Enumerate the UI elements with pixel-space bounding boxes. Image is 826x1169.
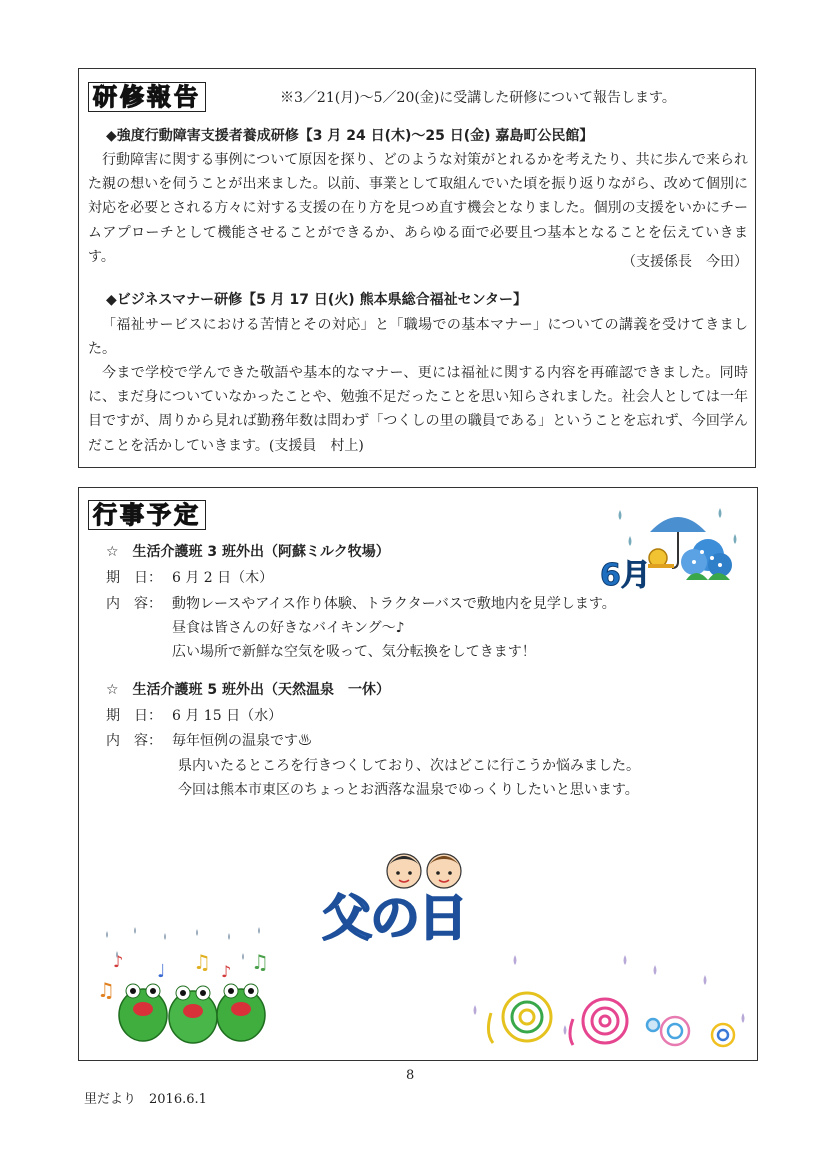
event1-content-label: 内 容： <box>106 596 162 612</box>
training-item2-body2: 今まで学校で学んできた敬語や基本的なマナー、更には福祉に関する内容を再確認できました。同時に、まだ身についていなかったことや、勉強不足だったことを思い知らされました。社会人としては一年目ですが、周りから見れば勤務年数は問わず「つくしの里の職員である」ということを忘れず、今回学んだことを活かしていきます。(支援員 村上) <box>88 365 748 454</box>
event2-date-label: 期 日： <box>106 708 162 724</box>
event2-line1: 毎年恒例の温泉です♨ <box>172 733 312 749</box>
event1-date-label: 期 日： <box>106 570 162 586</box>
svg-text:♫: ♫ <box>193 950 211 974</box>
svg-text:♫: ♫ <box>97 978 115 1002</box>
training-item1-title: ◆強度行動障害支援者養成研修【3 月 24 日(木)～25 日(金) 嘉島町公民館】 <box>106 128 594 144</box>
training-item1-signature: （支援係長 今田） <box>622 254 748 270</box>
svg-text:♪: ♪ <box>221 962 232 981</box>
svg-text:♪: ♪ <box>113 952 124 971</box>
event2-date: 6 月 15 日（水） <box>172 708 283 724</box>
training-item2-body1: 「福祉サービスにおける苦情とその対応」と「職場での基本マナー」についての講義を受けてきました。 <box>88 317 748 358</box>
snails-illustration <box>465 955 755 1055</box>
event2-line3: 今回は熊本市東区のちょっとお洒落な温泉でゆっくりしたいと思います。 <box>178 782 639 798</box>
training-item2-title: ◆ビジネスマナー研修【5 月 17 日(火) 熊本県総合福祉センター】 <box>106 292 528 308</box>
page-number: 8 <box>406 1068 415 1083</box>
event2-title: ☆ 生活介護班 5 班外出（天然温泉 一休） <box>106 682 391 698</box>
event2-content-label: 内 容： <box>106 733 162 749</box>
event1-line1: 動物レースやアイス作り体験、トラクターバスで敷地内を見学します。 <box>172 596 616 612</box>
fathers-day-label: 父の日 <box>322 889 466 947</box>
event1-line2: 昼食は皆さんの好きなバイキング～♪ <box>172 620 405 636</box>
event-schedule-heading: 行事予定 <box>88 500 206 530</box>
training-report-note: ※3／21(月)～5／20(金)に受講した研修について報告します。 <box>280 90 676 106</box>
june-label: 6月 <box>600 558 651 593</box>
singing-frogs-illustration <box>95 925 285 1050</box>
svg-text:♫: ♫ <box>251 950 269 974</box>
training-item1-body: 行動障害に関する事例について原因を探り、どのような対策がとれるかを考えたり、共に歩んで来られた親の想いを伺うことが出来ました。以前、事業として取組んでいた頃を振り返りながら、改めて個別に対応を必要とされる方々に対する支援の在り方を見つめ直す機会となりました。個別の支援をいかにチームアプローチとして機能させることができるか、あらゆる面で必要且つ基本となることを伝えていきます。 <box>88 152 748 265</box>
training-report-heading: 研修報告 <box>88 82 206 112</box>
svg-text:♩: ♩ <box>157 961 166 982</box>
publication-date: 里だより 2016.6.1 <box>84 1092 207 1107</box>
event2-line2: 県内いたるところを行きつくしており、次はどこに行こうか悩みました。 <box>178 758 640 774</box>
event1-date: 6 月 2 日（木） <box>172 570 274 586</box>
event1-line3: 広い場所で新鮮な空気を吸って、気分転換をしてきます！ <box>172 644 536 660</box>
event1-title: ☆ 生活介護班 3 班外出（阿蘇ミルク牧場） <box>106 544 390 560</box>
